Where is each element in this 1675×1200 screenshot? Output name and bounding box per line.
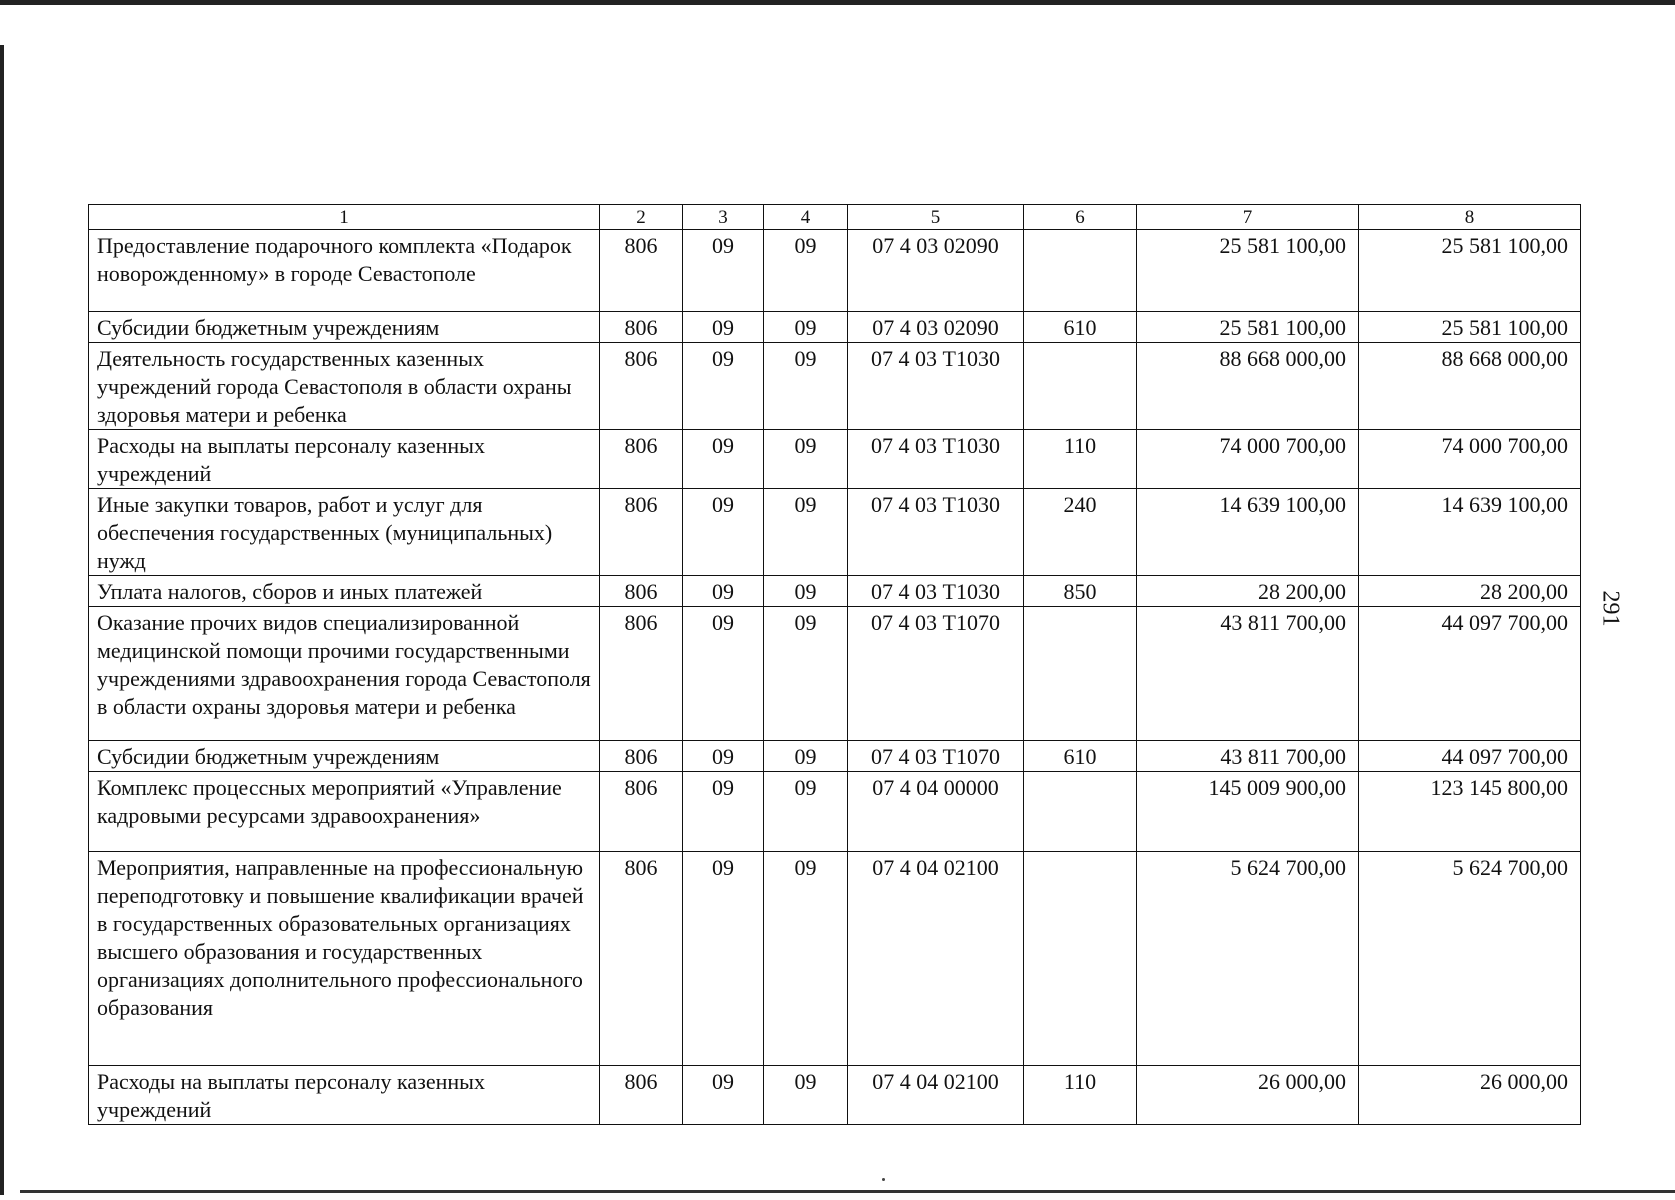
item-name-cell: Иные закупки товаров, работ и услуг для обеспечения государственных (муниципальных) нужд [89, 489, 600, 576]
amount-year1-cell: 74 000 700,00 [1137, 430, 1359, 489]
table-row [89, 1066, 1581, 1125]
header-cell: 3 [683, 205, 764, 230]
section-code-cell: 09 [683, 489, 764, 576]
scan-edge-left [0, 45, 4, 1195]
expense-type-cell: 610 [1024, 741, 1137, 772]
amount-year1-cell: 43 811 700,00 [1137, 741, 1359, 772]
target-article-cell: 07 4 04 02100 [848, 852, 1024, 1066]
ministry-code-cell: 806 [600, 1066, 683, 1125]
scan-edge-bottom [20, 1190, 1675, 1193]
item-name-cell: Оказание прочих видов специализированной медицинской помощи прочими государственными учреждениями здравоохранения города Севастополя в области охраны здоровья матери и ребенка [89, 607, 600, 741]
table-row [89, 772, 1581, 852]
ministry-code-cell: 806 [600, 430, 683, 489]
amount-year1-cell: 14 639 100,00 [1137, 489, 1359, 576]
ministry-code-cell: 806 [600, 607, 683, 741]
header-cell: 5 [848, 205, 1024, 230]
target-article-cell: 07 4 04 02100 [848, 1066, 1024, 1125]
section-code-cell: 09 [683, 312, 764, 343]
amount-year2-cell: 123 145 800,00 [1359, 772, 1581, 852]
table-row [89, 230, 1581, 312]
budget-table [88, 204, 1581, 1125]
expense-type-cell: 110 [1024, 430, 1137, 489]
ministry-code-cell: 806 [600, 852, 683, 1066]
item-name-cell: Комплекс процессных мероприятий «Управление кадровыми ресурсами здравоохранения» [89, 772, 600, 852]
ministry-code-cell: 806 [600, 772, 683, 852]
scan-edge-top [0, 0, 1675, 5]
amount-year2-cell: 26 000,00 [1359, 1066, 1581, 1125]
subsection-code-cell: 09 [764, 741, 848, 772]
subsection-code-cell: 09 [764, 489, 848, 576]
expense-type-cell: 850 [1024, 576, 1137, 607]
page-number: 291 [1597, 590, 1624, 627]
section-code-cell: 09 [683, 607, 764, 741]
item-name-cell: Расходы на выплаты персоналу казенных учреждений [89, 1066, 600, 1125]
subsection-code-cell: 09 [764, 230, 848, 312]
table-body [89, 230, 1581, 1125]
header-cell: 2 [600, 205, 683, 230]
subsection-code-cell: 09 [764, 430, 848, 489]
target-article-cell: 07 4 03 Т1070 [848, 741, 1024, 772]
ministry-code-cell: 806 [600, 230, 683, 312]
amount-year1-cell: 26 000,00 [1137, 1066, 1359, 1125]
amount-year2-cell: 14 639 100,00 [1359, 489, 1581, 576]
section-code-cell: 09 [683, 230, 764, 312]
amount-year1-cell: 25 581 100,00 [1137, 230, 1359, 312]
table-header-row [89, 205, 1581, 230]
table-row [89, 852, 1581, 1066]
amount-year2-cell: 28 200,00 [1359, 576, 1581, 607]
item-name-cell: Субсидии бюджетным учреждениям [89, 312, 600, 343]
target-article-cell: 07 4 03 Т1030 [848, 343, 1024, 430]
header-cell: 7 [1137, 205, 1359, 230]
item-name-cell: Деятельность государственных казенных учреждений города Севастополя в области охраны здоровья матери и ребенка [89, 343, 600, 430]
amount-year2-cell: 88 668 000,00 [1359, 343, 1581, 430]
item-name-cell: Субсидии бюджетным учреждениям [89, 741, 600, 772]
header-cell: 4 [764, 205, 848, 230]
item-name-cell: Мероприятия, направленные на профессиональную переподготовку и повышение квалификации врачей в государственных образовательных организациях высшего образования и государственных организациях дополнительного профессионального образования [89, 852, 600, 1066]
scan-speck [882, 1178, 885, 1181]
subsection-code-cell: 09 [764, 607, 848, 741]
target-article-cell: 07 4 03 02090 [848, 230, 1024, 312]
table-row [89, 576, 1581, 607]
expense-type-cell: 240 [1024, 489, 1137, 576]
table-row [89, 607, 1581, 741]
amount-year1-cell: 145 009 900,00 [1137, 772, 1359, 852]
section-code-cell: 09 [683, 576, 764, 607]
amount-year1-cell: 28 200,00 [1137, 576, 1359, 607]
section-code-cell: 09 [683, 772, 764, 852]
expense-type-cell [1024, 230, 1137, 312]
subsection-code-cell: 09 [764, 343, 848, 430]
section-code-cell: 09 [683, 1066, 764, 1125]
ministry-code-cell: 806 [600, 312, 683, 343]
ministry-code-cell: 806 [600, 343, 683, 430]
amount-year2-cell: 44 097 700,00 [1359, 607, 1581, 741]
target-article-cell: 07 4 03 Т1030 [848, 489, 1024, 576]
expense-type-cell: 610 [1024, 312, 1137, 343]
ministry-code-cell: 806 [600, 576, 683, 607]
target-article-cell: 07 4 03 02090 [848, 312, 1024, 343]
header-cell: 6 [1024, 205, 1137, 230]
target-article-cell: 07 4 04 00000 [848, 772, 1024, 852]
item-name-cell: Уплата налогов, сборов и иных платежей [89, 576, 600, 607]
table-row [89, 489, 1581, 576]
section-code-cell: 09 [683, 343, 764, 430]
amount-year2-cell: 44 097 700,00 [1359, 741, 1581, 772]
ministry-code-cell: 806 [600, 489, 683, 576]
subsection-code-cell: 09 [764, 576, 848, 607]
amount-year1-cell: 88 668 000,00 [1137, 343, 1359, 430]
target-article-cell: 07 4 03 Т1070 [848, 607, 1024, 741]
amount-year1-cell: 5 624 700,00 [1137, 852, 1359, 1066]
amount-year2-cell: 5 624 700,00 [1359, 852, 1581, 1066]
expense-type-cell [1024, 343, 1137, 430]
amount-year1-cell: 25 581 100,00 [1137, 312, 1359, 343]
target-article-cell: 07 4 03 Т1030 [848, 576, 1024, 607]
table-row [89, 343, 1581, 430]
item-name-cell: Предоставление подарочного комплекта «Подарок новорожденному» в городе Севастополе [89, 230, 600, 312]
amount-year2-cell: 25 581 100,00 [1359, 230, 1581, 312]
target-article-cell: 07 4 03 Т1030 [848, 430, 1024, 489]
table-row [89, 430, 1581, 489]
expense-type-cell [1024, 772, 1137, 852]
subsection-code-cell: 09 [764, 852, 848, 1066]
amount-year2-cell: 74 000 700,00 [1359, 430, 1581, 489]
expense-type-cell [1024, 852, 1137, 1066]
expense-type-cell: 110 [1024, 1066, 1137, 1125]
header-cell: 1 [89, 205, 600, 230]
section-code-cell: 09 [683, 430, 764, 489]
expense-type-cell [1024, 607, 1137, 741]
table-row [89, 741, 1581, 772]
ministry-code-cell: 806 [600, 741, 683, 772]
header-cell: 8 [1359, 205, 1581, 230]
subsection-code-cell: 09 [764, 772, 848, 852]
amount-year2-cell: 25 581 100,00 [1359, 312, 1581, 343]
section-code-cell: 09 [683, 741, 764, 772]
table-row [89, 312, 1581, 343]
subsection-code-cell: 09 [764, 312, 848, 343]
subsection-code-cell: 09 [764, 1066, 848, 1125]
amount-year1-cell: 43 811 700,00 [1137, 607, 1359, 741]
section-code-cell: 09 [683, 852, 764, 1066]
item-name-cell: Расходы на выплаты персоналу казенных учреждений [89, 430, 600, 489]
